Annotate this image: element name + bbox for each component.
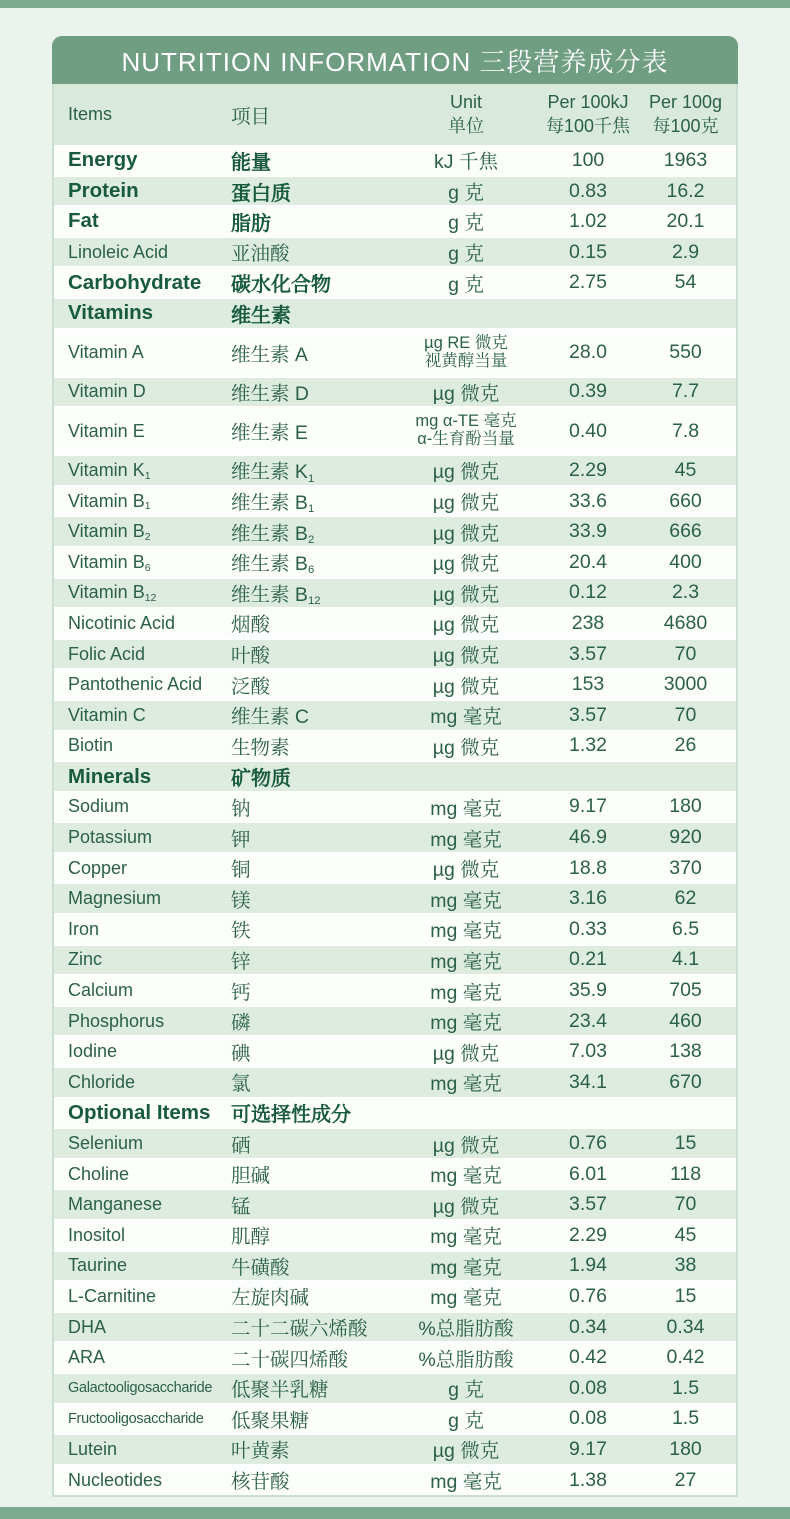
- item-name-zh: 生物素: [231, 736, 290, 759]
- unit-cell: mg 毫克: [430, 920, 502, 943]
- unit-cell: mg 毫克: [430, 706, 502, 729]
- item-name-zh: 维生素 $K_1$: [231, 461, 315, 485]
- value-per-100kj: 153: [571, 673, 605, 696]
- item-name-en: Vitamins: [68, 301, 154, 325]
- item-name-zh: 钙: [231, 981, 251, 1004]
- item-name-en: ARA: [68, 1347, 106, 1368]
- value-per-100kj: 3.57: [569, 1193, 607, 1216]
- value-per-100kj: 0.83: [569, 179, 607, 202]
- value-per-100kj: 35.9: [569, 979, 607, 1002]
- item-name-en: Nucleotides: [68, 1469, 163, 1490]
- value-per-100g: 2.3: [671, 581, 700, 604]
- table-header-row: [54, 84, 736, 145]
- table-row: [54, 1373, 736, 1404]
- table-row: [54, 1036, 736, 1067]
- unit-cell: %总脂肪酸: [418, 1348, 514, 1371]
- column-header-unit: [393, 91, 539, 138]
- value-per-100kj: 3.57: [569, 642, 607, 665]
- table-row: [54, 407, 736, 455]
- table-row: [54, 639, 736, 670]
- item-name-zh: 胆碱: [231, 1165, 271, 1188]
- value-per-100g: 180: [669, 795, 702, 818]
- unit-cell: mg 毫克: [430, 1287, 502, 1310]
- value-per-100g: 0.34: [666, 1315, 705, 1338]
- nutrition-table: [52, 84, 738, 1497]
- table-row: [54, 731, 736, 762]
- item-name-en: L-Carnitine: [68, 1285, 157, 1306]
- value-per-100g: 118: [669, 1162, 702, 1185]
- item-name-zh: 铁: [231, 920, 251, 943]
- column-header-per100kj: [539, 91, 637, 138]
- item-name-zh: 维生素 $B_2$: [231, 522, 315, 546]
- value-per-100kj: 28.0: [569, 341, 607, 364]
- value-per-100g: 70: [674, 1193, 697, 1216]
- item-name-en: Folic Acid: [68, 643, 146, 664]
- value-per-100kj: 2.29: [569, 458, 607, 481]
- column-header-unit-en: Unit: [449, 92, 482, 113]
- unit-cell: µg 微克: [432, 492, 500, 515]
- item-name-zh: 可选择性成分: [231, 1104, 351, 1127]
- table-row: [54, 145, 736, 176]
- item-name-zh: 脂肪: [231, 212, 271, 235]
- item-name-en: Manganese: [68, 1194, 163, 1215]
- item-name-en: Carbohydrate: [68, 270, 202, 294]
- unit-cell: mg 毫克: [430, 1471, 502, 1494]
- value-per-100g: 7.8: [671, 419, 700, 442]
- value-per-100g: 370: [669, 856, 702, 879]
- table-row: [54, 792, 736, 823]
- value-per-100g: 2.9: [671, 240, 700, 263]
- item-name-zh: 核苷酸: [231, 1471, 290, 1494]
- item-name-en: Vitamin C: [68, 704, 146, 725]
- item-name-en: Protein: [68, 179, 139, 203]
- value-per-100g: 4680: [663, 611, 708, 634]
- item-name-zh: 矿物质: [231, 768, 291, 791]
- value-per-100g: 1963: [663, 148, 708, 171]
- item-name-en: Calcium: [68, 980, 134, 1001]
- value-per-100kj: 100: [571, 148, 605, 171]
- item-name-en: Energy: [68, 148, 138, 172]
- value-per-100kj: 0.15: [569, 240, 607, 263]
- unit-cell: mg 毫克: [430, 828, 502, 851]
- value-per-100g: 670: [669, 1070, 702, 1093]
- item-name-en: Sodium: [68, 796, 130, 817]
- value-per-100kj: 20.4: [569, 550, 607, 573]
- item-name-zh: 钾: [231, 828, 251, 851]
- value-per-100g: 1.5: [671, 1376, 700, 1399]
- item-name-en: Fat: [68, 209, 99, 233]
- value-per-100kj: 3.16: [569, 887, 607, 910]
- value-per-100g: 138: [669, 1040, 702, 1063]
- item-name-zh: 叶酸: [231, 645, 271, 668]
- value-per-100g: 45: [674, 1223, 697, 1246]
- unit-cell: mg 毫克: [430, 797, 502, 820]
- value-per-100kj: 0.33: [569, 917, 607, 940]
- item-name-zh: 维生素 $B_{12}$: [231, 583, 321, 607]
- value-per-100kj: 1.02: [569, 209, 607, 232]
- nutrition-table-body: [54, 145, 736, 1495]
- table-row: [54, 237, 736, 268]
- value-per-100g: 27: [674, 1468, 697, 1491]
- item-name-zh: 左旋肉碱: [231, 1287, 310, 1310]
- item-name-en: Zinc: [68, 949, 103, 970]
- unit-cell: µg 微克: [432, 461, 500, 484]
- item-name-zh: 磷: [231, 1012, 251, 1035]
- unit-cell: mg 毫克: [430, 889, 502, 912]
- table-row: [54, 486, 736, 517]
- value-per-100g: 660: [669, 489, 702, 512]
- value-per-100kj: 18.8: [569, 856, 607, 879]
- item-name-en: Vitamin $B_{12}$: [68, 582, 157, 605]
- table-row: [54, 1434, 736, 1465]
- item-name-en: Magnesium: [68, 888, 162, 909]
- value-per-100g: 400: [669, 550, 702, 573]
- value-per-100kj: 0.08: [569, 1407, 607, 1430]
- item-name-en: Iodine: [68, 1041, 118, 1062]
- item-name-zh: 叶黄素: [231, 1440, 290, 1463]
- unit-cell: µg 微克: [432, 382, 500, 405]
- item-name-zh: 碳水化合物: [231, 274, 331, 297]
- value-per-100g: 666: [669, 520, 702, 543]
- table-row: [54, 1220, 736, 1251]
- item-name-en: Vitamin $K_1$: [68, 459, 151, 482]
- value-per-100g: 15: [674, 1284, 697, 1307]
- unit-cell: µg 微克: [432, 614, 500, 637]
- value-per-100kj: 0.40: [569, 419, 607, 442]
- value-per-100kj: 7.03: [569, 1040, 607, 1063]
- item-name-en: Nicotinic Acid: [68, 612, 176, 633]
- item-name-zh: 镁: [231, 889, 251, 912]
- table-row: [54, 1189, 736, 1220]
- bottom-green-strip: [0, 1507, 790, 1519]
- item-name-en: Vitamin $B_2$: [68, 521, 151, 544]
- value-per-100g: 0.42: [666, 1346, 705, 1369]
- unit-cell: mg 毫克: [430, 1256, 502, 1279]
- item-name-zh: 维生素 D: [231, 382, 310, 405]
- item-name-en: Minerals: [68, 764, 152, 788]
- item-name-en: DHA: [68, 1316, 107, 1337]
- item-name-zh: 肌醇: [231, 1226, 271, 1249]
- value-per-100kj: 0.08: [569, 1376, 607, 1399]
- value-per-100kj: 0.76: [569, 1132, 607, 1155]
- unit-cell: mg α-TE 毫克 α-生育酚当量: [415, 412, 517, 449]
- column-header-unit-zh: 单位: [448, 115, 484, 136]
- item-name-zh: 牛磺酸: [231, 1256, 290, 1279]
- value-per-100kj: 33.9: [569, 520, 607, 543]
- value-per-100kj: 238: [571, 611, 605, 634]
- item-name-en: Vitamin $B_6$: [68, 551, 151, 574]
- item-name-en: Phosphorus: [68, 1010, 165, 1031]
- unit-cell: µg 微克: [432, 736, 500, 759]
- item-name-en: Inositol: [68, 1224, 126, 1245]
- value-per-100g: 180: [669, 1437, 702, 1460]
- value-per-100kj: 0.76: [569, 1284, 607, 1307]
- value-per-100kj: 1.38: [569, 1468, 607, 1491]
- value-per-100g: 7.7: [671, 380, 700, 403]
- table-row: [54, 1404, 736, 1435]
- table-row: [54, 377, 736, 408]
- table-row: [54, 1465, 736, 1496]
- item-name-en: Biotin: [68, 735, 114, 756]
- item-name-zh: 铜: [231, 859, 251, 882]
- unit-cell: kJ 千焦: [434, 151, 498, 174]
- column-header-per100kj-en: Per 100kJ: [547, 92, 629, 113]
- item-name-zh: 亚油酸: [231, 243, 290, 266]
- unit-cell: mg 毫克: [430, 1073, 502, 1096]
- value-per-100g: 20.1: [666, 209, 705, 232]
- value-per-100g: 45: [674, 458, 697, 481]
- unit-cell: µg 微克: [432, 1042, 500, 1065]
- unit-cell: g 克: [448, 182, 484, 205]
- value-per-100kj: 3.57: [569, 703, 607, 726]
- table-row: [54, 945, 736, 976]
- item-name-en: Optional Items: [68, 1100, 211, 1124]
- table-row: [54, 975, 736, 1006]
- item-name-en: Vitamin D: [68, 381, 146, 402]
- value-per-100g: 62: [674, 887, 697, 910]
- unit-cell: µg RE 微克 视黄醇当量: [424, 333, 508, 370]
- table-row: [54, 853, 736, 884]
- unit-cell: µg 微克: [432, 675, 500, 698]
- unit-cell: mg 毫克: [430, 950, 502, 973]
- page-title: NUTRITION INFORMATION 三段营养成分表: [121, 46, 669, 77]
- item-name-zh: 氯: [231, 1073, 251, 1096]
- item-name-zh: 锌: [231, 950, 251, 973]
- value-per-100kj: 2.29: [569, 1223, 607, 1246]
- table-row: [54, 700, 736, 731]
- column-header-per100kj-zh: 每100千焦: [545, 115, 631, 136]
- unit-cell: µg 微克: [432, 583, 500, 606]
- table-row: [54, 578, 736, 609]
- value-per-100kj: 34.1: [569, 1070, 607, 1093]
- value-per-100kj: 46.9: [569, 826, 607, 849]
- unit-cell: µg 微克: [432, 859, 500, 882]
- table-row: [54, 329, 736, 377]
- unit-cell: g 克: [448, 1409, 484, 1432]
- section-header-row: [54, 298, 736, 329]
- column-header-per100g: [637, 91, 734, 138]
- item-name-en: Taurine: [68, 1255, 128, 1276]
- table-row: [54, 1128, 736, 1159]
- item-name-en: Iron: [68, 918, 100, 939]
- item-name-en: Lutein: [68, 1438, 118, 1459]
- item-name-zh: 维生素 A: [231, 343, 308, 366]
- table-row: [54, 883, 736, 914]
- value-per-100g: 26: [674, 734, 697, 757]
- table-row: [54, 1281, 736, 1312]
- table-row: [54, 176, 736, 207]
- value-per-100g: 3000: [663, 673, 708, 696]
- item-name-en: Selenium: [68, 1133, 144, 1154]
- item-name-zh: 钠: [231, 797, 251, 820]
- unit-cell: µg 微克: [432, 553, 500, 576]
- item-name-en: Copper: [68, 857, 128, 878]
- item-name-en: Potassium: [68, 827, 153, 848]
- item-name-zh: 维生素 $B_6$: [231, 553, 315, 577]
- table-row: [54, 267, 736, 298]
- table-row: [54, 547, 736, 578]
- value-per-100g: 15: [674, 1132, 697, 1155]
- value-per-100kj: 1.94: [569, 1254, 607, 1277]
- unit-cell: mg 毫克: [430, 1226, 502, 1249]
- unit-cell: µg 微克: [432, 1195, 500, 1218]
- value-per-100kj: 2.75: [569, 271, 607, 294]
- unit-cell: µg 微克: [432, 1134, 500, 1157]
- item-name-zh: 二十碳四烯酸: [231, 1348, 349, 1371]
- item-name-zh: 低聚半乳糖: [231, 1379, 329, 1402]
- table-row: [54, 516, 736, 547]
- table-row: [54, 669, 736, 700]
- value-per-100g: 70: [674, 642, 697, 665]
- item-name-en: Galactooligosaccharide: [68, 1380, 213, 1397]
- table-row: [54, 1342, 736, 1373]
- item-name-zh: 蛋白质: [231, 182, 291, 205]
- table-row: [54, 914, 736, 945]
- value-per-100kj: 9.17: [569, 795, 607, 818]
- item-name-en: Fructooligosaccharide: [68, 1410, 204, 1427]
- item-name-zh: 维生素 E: [231, 422, 308, 445]
- value-per-100kj: 0.34: [569, 1315, 607, 1338]
- table-row: [54, 608, 736, 639]
- item-name-zh: 硒: [231, 1134, 251, 1157]
- value-per-100kj: 0.39: [569, 380, 607, 403]
- unit-cell: mg 毫克: [430, 981, 502, 1004]
- value-per-100kj: 33.6: [569, 489, 607, 512]
- item-name-zh: 能量: [231, 151, 271, 174]
- unit-cell: g 克: [448, 1379, 484, 1402]
- table-row: [54, 822, 736, 853]
- value-per-100g: 4.1: [671, 948, 700, 971]
- value-per-100g: 16.2: [666, 179, 705, 202]
- unit-cell: µg 微克: [432, 645, 500, 668]
- unit-cell: mg 毫克: [430, 1165, 502, 1188]
- value-per-100g: 550: [669, 341, 702, 364]
- item-name-zh: 锰: [231, 1195, 251, 1218]
- value-per-100kj: 1.32: [569, 734, 607, 757]
- item-name-en: Linoleic Acid: [68, 241, 169, 262]
- unit-cell: g 克: [448, 243, 484, 266]
- unit-cell: g 克: [448, 212, 484, 235]
- column-header-per100g-en: Per 100g: [648, 92, 723, 113]
- value-per-100kj: 0.12: [569, 581, 607, 604]
- value-per-100kj: 23.4: [569, 1009, 607, 1032]
- unit-cell: mg 毫克: [430, 1012, 502, 1035]
- value-per-100kj: 9.17: [569, 1437, 607, 1460]
- table-row: [54, 1067, 736, 1098]
- column-header-items-zh: 项目: [231, 105, 271, 128]
- item-name-en: Vitamin $B_1$: [68, 490, 151, 513]
- value-per-100g: 6.5: [671, 917, 700, 940]
- table-row: [54, 1312, 736, 1343]
- item-name-zh: 碘: [231, 1042, 251, 1065]
- nutrition-card: [52, 36, 738, 1497]
- table-row: [54, 1006, 736, 1037]
- value-per-100kj: 0.42: [569, 1346, 607, 1369]
- item-name-zh: 维生素 C: [231, 706, 310, 729]
- top-green-strip: [0, 0, 790, 8]
- unit-cell: µg 微克: [432, 1440, 500, 1463]
- item-name-zh: 低聚果糖: [231, 1409, 310, 1432]
- value-per-100g: 920: [669, 826, 702, 849]
- section-header-row: [54, 761, 736, 792]
- column-header-items-en: Items: [68, 104, 113, 124]
- item-name-en: Chloride: [68, 1071, 136, 1092]
- table-row: [54, 206, 736, 237]
- section-header-row: [54, 1098, 736, 1129]
- column-header-per100g-zh: 每100克: [652, 115, 719, 136]
- item-name-en: Pantothenic Acid: [68, 674, 203, 695]
- value-per-100g: 1.5: [671, 1407, 700, 1430]
- value-per-100g: 460: [669, 1009, 702, 1032]
- item-name-en: Vitamin E: [68, 420, 145, 441]
- value-per-100kj: 0.21: [569, 948, 607, 971]
- item-name-zh: 泛酸: [231, 675, 271, 698]
- value-per-100g: 70: [674, 703, 697, 726]
- value-per-100g: 705: [669, 979, 702, 1002]
- unit-cell: µg 微克: [432, 522, 500, 545]
- value-per-100g: 54: [674, 271, 697, 294]
- item-name-en: Choline: [68, 1163, 130, 1184]
- value-per-100g: 38: [674, 1254, 697, 1277]
- item-name-zh: 维生素: [231, 304, 291, 327]
- item-name-zh: 烟酸: [231, 614, 271, 637]
- item-name-zh: 维生素 $B_1$: [231, 492, 315, 516]
- unit-cell: %总脂肪酸: [418, 1318, 514, 1341]
- item-name-en: Vitamin A: [68, 342, 144, 363]
- table-row: [54, 1251, 736, 1282]
- value-per-100kj: 6.01: [569, 1162, 607, 1185]
- table-row: [54, 455, 736, 486]
- table-row: [54, 1159, 736, 1190]
- title-bar: [52, 36, 738, 84]
- item-name-zh: 二十二碳六烯酸: [231, 1318, 368, 1341]
- unit-cell: g 克: [448, 273, 484, 296]
